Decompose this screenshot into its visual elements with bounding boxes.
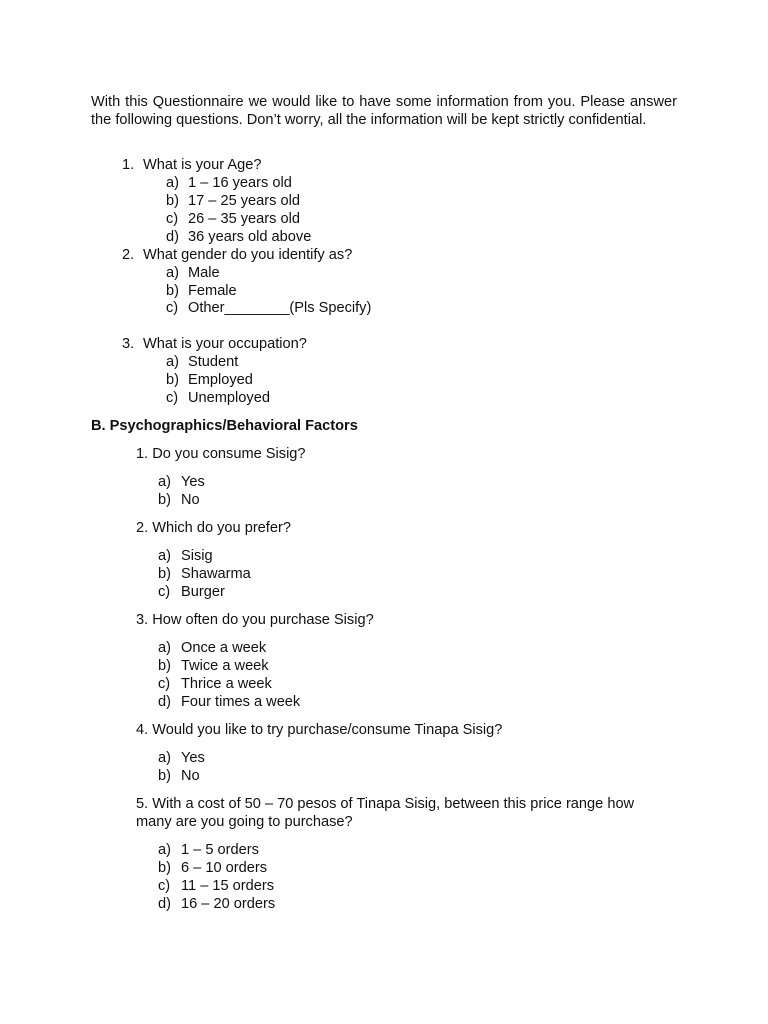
option-letter: d) <box>158 896 171 912</box>
option-text: Twice a week <box>181 658 269 674</box>
option-gender-b <box>166 282 237 300</box>
option-letter: a) <box>158 640 171 656</box>
question-text: What is your occupation? <box>143 336 307 352</box>
option-text: Unemployed <box>188 390 270 406</box>
option-letter: a) <box>158 474 171 490</box>
question-frequency: 3. How often do you purchase Sisig? <box>136 612 374 628</box>
option-quantity-a <box>158 841 259 859</box>
question-occupation <box>122 335 307 353</box>
option-letter: a) <box>166 265 179 281</box>
option-text: No <box>181 768 200 784</box>
option-text: Yes <box>181 750 205 766</box>
question-prefer: 2. Which do you prefer? <box>136 520 291 536</box>
option-text: Female <box>188 283 237 299</box>
option-text: Other________(Pls Specify) <box>188 300 372 316</box>
option-quantity-c <box>158 877 274 895</box>
option-text: 17 – 25 years old <box>188 193 300 209</box>
question-number: 3. <box>122 336 135 352</box>
option-letter: b) <box>158 566 171 582</box>
option-occupation-c <box>166 389 270 407</box>
option-age-a <box>166 174 292 192</box>
section-b-heading: B. Psychographics/Behavioral Factors <box>91 418 358 434</box>
intro-paragraph: With this Questionnaire we would like to have some information from you. Please answer the following questions. Don’t worry, all the information will be kept strictly confidential. <box>91 94 677 128</box>
option-letter: b) <box>158 658 171 674</box>
option-letter: b) <box>166 193 179 209</box>
option-prefer-b <box>158 565 251 583</box>
question-consume-sisig: 1. Do you consume Sisig? <box>136 446 306 462</box>
option-letter: a) <box>166 354 179 370</box>
option-try-b <box>158 767 200 785</box>
option-occupation-b <box>166 371 253 389</box>
option-age-c <box>166 210 300 228</box>
option-text: Yes <box>181 474 205 490</box>
option-text: Sisig <box>181 548 213 564</box>
option-quantity-b <box>158 859 267 877</box>
option-letter: c) <box>158 676 171 692</box>
option-frequency-c <box>158 675 272 693</box>
option-consume-a <box>158 473 205 491</box>
option-frequency-a <box>158 639 266 657</box>
option-text: Four times a week <box>181 694 301 710</box>
option-text: Thrice a week <box>181 676 272 692</box>
question-number: 2. <box>122 247 135 263</box>
option-text: 1 – 5 orders <box>181 842 259 858</box>
option-age-d <box>166 228 311 246</box>
option-letter: c) <box>158 584 171 600</box>
option-text: 36 years old above <box>188 229 312 245</box>
option-letter: a) <box>158 750 171 766</box>
option-text: Burger <box>181 584 225 600</box>
question-age <box>122 156 261 174</box>
question-text: What is your Age? <box>143 157 262 173</box>
option-text: 16 – 20 orders <box>181 896 276 912</box>
question-gender <box>122 246 352 264</box>
option-text: 1 – 16 years old <box>188 175 292 191</box>
option-letter: c) <box>166 300 179 316</box>
option-consume-b <box>158 491 200 509</box>
question-purchase-quantity-line2: many are you going to purchase? <box>136 814 353 830</box>
question-try-tinapa: 4. Would you like to try purchase/consume Tinapa Sisig? <box>136 722 503 738</box>
option-text: 26 – 35 years old <box>188 211 300 227</box>
question-number: 1. <box>122 157 135 173</box>
option-letter: c) <box>166 211 179 227</box>
option-text: Employed <box>188 372 253 388</box>
option-text: Once a week <box>181 640 267 656</box>
option-letter: d) <box>166 229 179 245</box>
question-text: What gender do you identify as? <box>143 247 353 263</box>
option-prefer-a <box>158 547 213 565</box>
option-gender-c <box>166 299 371 317</box>
option-letter: a) <box>166 175 179 191</box>
option-quantity-d <box>158 895 275 913</box>
question-purchase-quantity-line1: 5. With a cost of 50 – 70 pesos of Tinapa Sisig, between this price range how <box>136 796 635 812</box>
option-letter: d) <box>158 694 171 710</box>
option-letter: c) <box>166 390 179 406</box>
option-frequency-b <box>158 657 269 675</box>
option-text: Shawarma <box>181 566 251 582</box>
option-letter: b) <box>166 283 179 299</box>
option-frequency-d <box>158 693 300 711</box>
option-text: Student <box>188 354 239 370</box>
option-prefer-c <box>158 583 225 601</box>
option-text: No <box>181 492 200 508</box>
option-letter: c) <box>158 878 171 894</box>
option-letter: b) <box>166 372 179 388</box>
option-occupation-a <box>166 353 238 371</box>
option-age-b <box>166 192 300 210</box>
option-text: 11 – 15 orders <box>181 878 275 894</box>
option-text: Male <box>188 265 220 281</box>
option-text: 6 – 10 orders <box>181 860 267 876</box>
option-letter: b) <box>158 768 171 784</box>
option-gender-a <box>166 264 220 282</box>
option-letter: a) <box>158 842 171 858</box>
option-letter: b) <box>158 860 171 876</box>
option-letter: a) <box>158 548 171 564</box>
option-try-a <box>158 749 205 767</box>
option-letter: b) <box>158 492 171 508</box>
